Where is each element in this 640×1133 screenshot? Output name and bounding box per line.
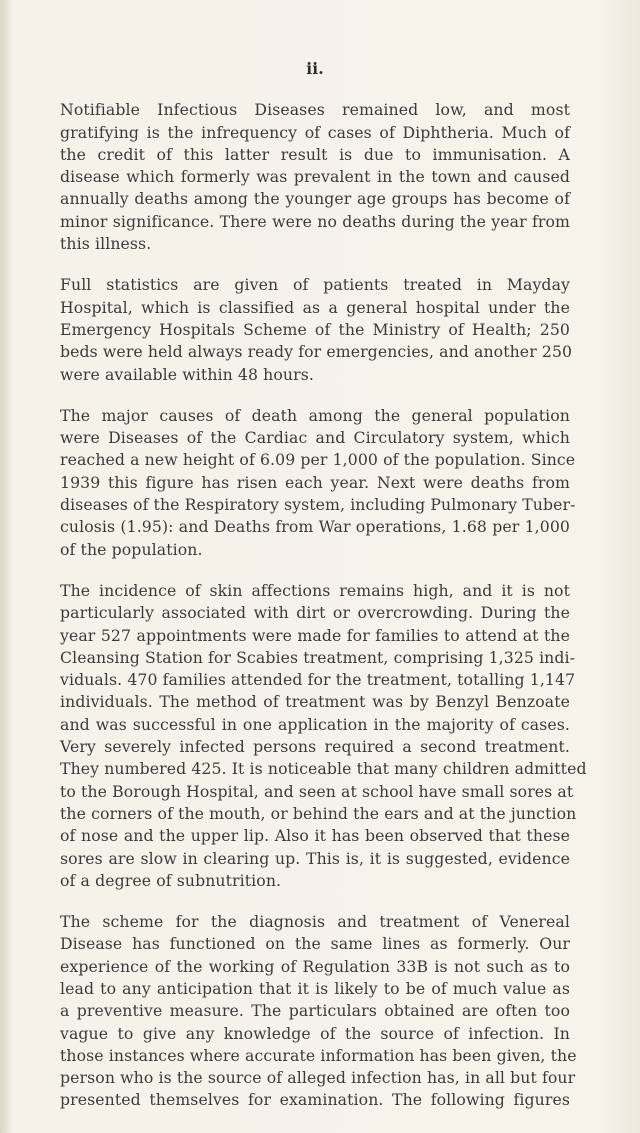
text-line: Emergency Hospitals Scheme of the Ministry of Health; 250 [60,319,570,339]
text-line: sores are slow in clearing up. This is, it is suggested, evidence [60,848,570,868]
text-line: diseases of the Respiratory system, including Pulmonary Tuber- [60,495,576,515]
text-line: a preventive measure. The particulars obtained are often too [60,1001,570,1021]
text-line: vague to give any knowledge of the source of infection. In [60,1023,570,1043]
paragraph-skin-affections [60,580,587,892]
text-line: presented themselves for examination. The following figures [60,1090,570,1110]
text-line: of a degree of subnutrition. [60,870,282,890]
text-line: The major causes of death among the general population [60,405,570,425]
page-binding-edge [0,0,12,1133]
document-body [60,58,587,1131]
text-line: Disease has functioned on the same lines as formerly. Our [60,934,570,954]
text-line: gratifying is the infrequency of cases of Diphtheria. Much of [60,122,570,142]
text-line: experience of the working of Regulation 33B is not such as to [60,956,570,976]
text-line: Notifiable Infectious Diseases remained low, and most [60,100,570,120]
text-line: to the Borough Hospital, and seen at school have small sores at [60,781,574,801]
text-line: of the population. [60,539,203,559]
text-line: Cleansing Station for Scabies treatment, comprising 1,325 indi- [60,647,576,667]
text-line: reached a new height of 6.09 per 1,000 of the population. Since [60,450,576,470]
paragraph-causes-of-death [60,405,576,561]
text-line: The incidence of skin affections remains high, and it is not [60,580,570,600]
paragraph-venereal-disease [60,911,577,1112]
text-line: beds were held always ready for emergencies, and another 250 [60,342,573,362]
text-line: this illness. [60,234,152,254]
text-line: and was successful in one application in the majority of cases. [60,714,570,734]
text-line: The scheme for the diagnosis and treatment of Venereal [60,912,570,932]
text-line: Hospital, which is classified as a general hospital under the [60,297,570,317]
text-line: of nose and the upper lip. Also it has been observed that these [60,826,570,846]
text-line: 1939 this figure has risen each year. Next were deaths from [60,472,570,492]
text-line: the corners of the mouth, or behind the ears and at the junction [60,803,577,823]
text-line: Full statistics are given of patients treated in Mayday [60,275,570,295]
text-line: culosis (1.95): and Deaths from War operations, 1.68 per 1,000 [60,517,570,537]
text-line: annually deaths among the younger age groups has become of [60,189,570,209]
text-line: lead to any anticipation that it is likely to be of much value as [60,978,570,998]
text-line: individuals. The method of treatment was by Benzyl Benzoate [60,692,570,712]
paragraph-notifiable-diseases [60,99,570,255]
text-line: viduals. 470 families attended for the treatment, totalling 1,147 [60,670,576,690]
page-number: ii. [306,59,324,78]
text-line: the credit of this latter result is due to immunisation. A [60,144,570,164]
text-line: particularly associated with dirt or overcrowding. During the [60,603,570,623]
text-line: minor significance. There were no deaths during the year from [60,211,570,231]
text-line: Very severely infected persons required a second treatment. [60,737,570,757]
text-line: year 527 appointments were made for families to attend at the [60,625,570,645]
text-line: disease which formerly was prevalent in the town and caused [60,167,570,187]
text-line: those instances where accurate information has been given, the [60,1045,577,1065]
text-line: person who is the source of alleged infection has, in all but four [60,1068,576,1088]
text-line: were Diseases of the Cardiac and Circulatory system, which [60,428,570,448]
paragraph-mayday-hospital [60,274,573,385]
text-line: They numbered 425. It is noticeable that many children admitted [60,759,587,779]
text-line: were available within 48 hours. [60,364,314,384]
